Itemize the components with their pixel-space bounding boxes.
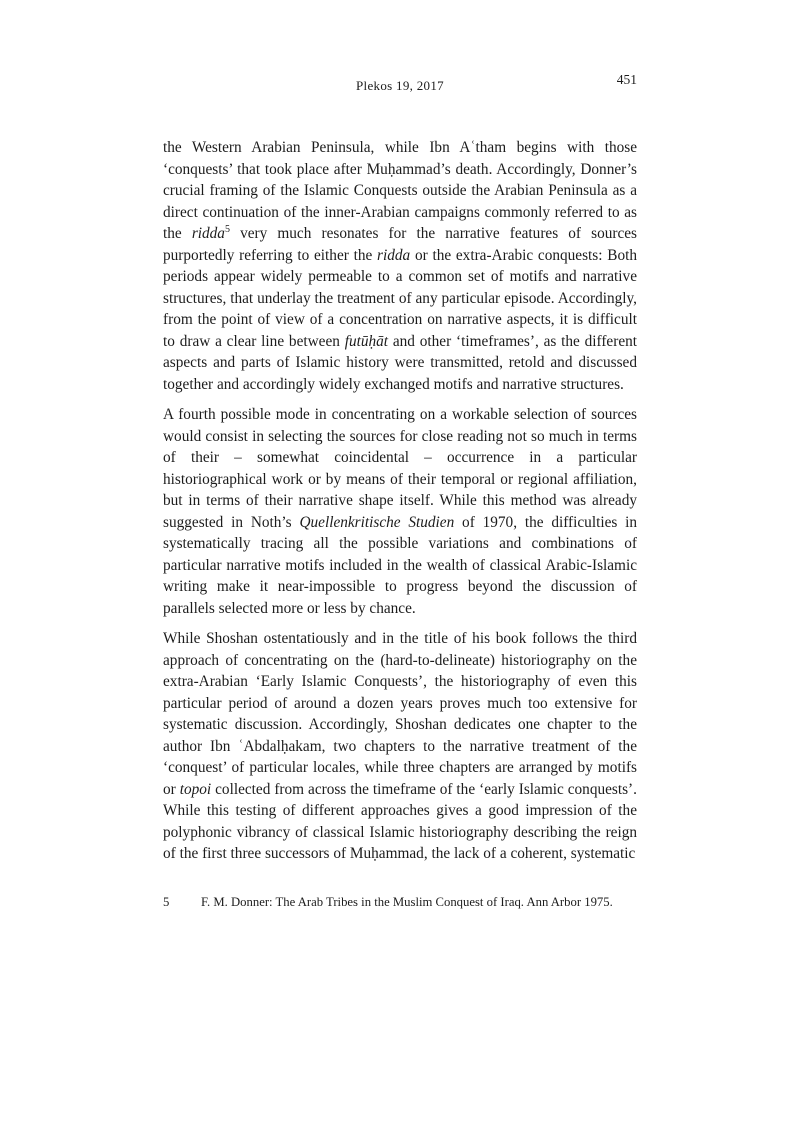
text-run: of 1970, the difficulties in systematically tracing all the possible variations and combinations of particular narrative motifs included in the wealth of classical Arabic-Islamic writing make it near-impossible to progress beyond the discussion of parallels selected more or less by chance.	[163, 513, 638, 617]
italic-term: ridda	[191, 225, 225, 242]
paragraph	[163, 404, 637, 619]
footnote-reference: 5	[224, 223, 230, 235]
journal-running-title: Plekos 19, 2017	[356, 78, 444, 93]
text-run: very much resonates for the narrative features of sources purportedly referring to either the	[163, 225, 638, 264]
text-run: While Shoshan ostentatiously and in the title of his book follows the third approach of concentrating on the (hard-to-delineate) historiography on the extra-Arabian ‘Early Islamic Conquests’, the historiography of even this particular period of around a dozen years proves much too extensive for systematic discussion. Accordingly, Shoshan dedicates one chapter to the author Ibn ʿAbdalḥakam, two chapters to the narrative treatment of the ‘conquest’ of particular locales, while three chapters are arranged by motifs or	[163, 630, 637, 798]
text-run: and other ‘timeframes’, as the different aspects and parts of Islamic history were transmitted, retold and discussed together and accordingly widely exchanged motifs and narrative structures.	[163, 332, 638, 393]
text-run: collected from across the timeframe of the ‘early Islamic conquests’. While this testing of different approaches gives a good impression of the polyphonic vibrancy of classical Islamic historiography describing the reign of the first three successors of Muḥammad, the lack of a coherent, systematic	[163, 780, 637, 862]
italic-term: topoi	[179, 780, 212, 798]
body-paragraphs	[163, 137, 637, 874]
italic-term: ridda	[377, 246, 411, 264]
italic-term: Quellenkritische Studien	[299, 513, 455, 531]
footnote-number: 5	[163, 895, 170, 909]
paragraph	[163, 628, 637, 865]
text-run: A fourth possible mode in concentrating on a workable selection of sources would consist in selecting the sources for close reading not so much in terms of their – somewhat coincidental – occurrence in a particular historiographical work or by means of their temporal or regional affiliation, but in terms of their narrative shape itself. While this method was already suggested in Noth’s	[163, 406, 637, 531]
paragraph	[163, 137, 637, 395]
page-number: 451	[616, 72, 637, 87]
footnote	[163, 893, 637, 911]
footnote-text: F. M. Donner: The Arab Tribes in the Muslim Conquest of Iraq. Ann Arbor 1975.	[201, 895, 613, 909]
text-run: the Western Arabian Peninsula, while Ibn Aʿtham begins with those ‘conquests’ that took place after Muḥammad’s death. Accordingly, Donner’s crucial framing of the Islamic Conquests outside the Arabian Peninsula as a direct continuation of the inner-Arabian campaigns commonly referred to as the	[163, 139, 637, 242]
page-header	[163, 72, 637, 94]
text-run: or the extra-Arabic conquests: Both periods appear widely permeable to a common set of motifs and narrative structures, that underlay the treatment of any particular episode. Accordingly, from the point of view of a concentration on narrative aspects, it is difficult to draw a clear line between	[163, 246, 637, 350]
italic-term: futūḥāt	[344, 332, 389, 350]
